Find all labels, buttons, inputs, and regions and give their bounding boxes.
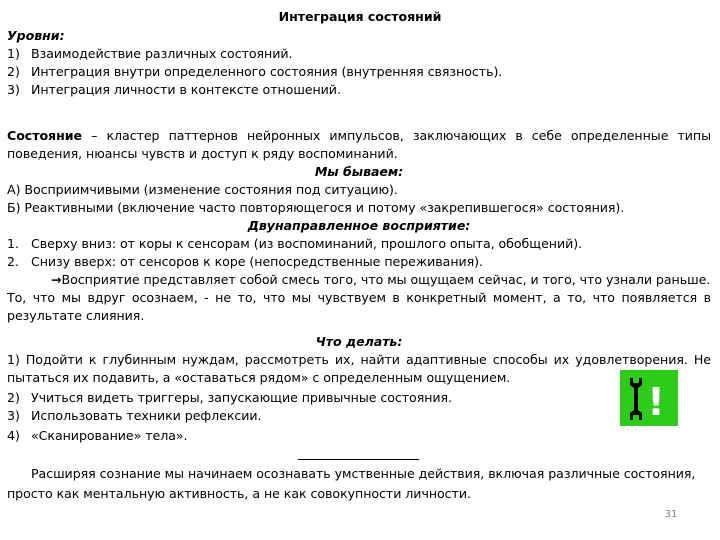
definition-term: Состояние — [7, 128, 83, 143]
exclamation-mark: ! — [647, 380, 665, 424]
perception-item-text: Снизу вверх: от сенсоров к коре (непосредственные переживания). — [31, 254, 483, 269]
levels-item-1 — [7, 45, 711, 63]
definition-line-2: поведения, нюансы чувств и доступ к ряду воспоминаний. — [7, 146, 398, 161]
arrow-right-icon: → — [51, 272, 62, 287]
todo-item-2 — [7, 389, 711, 407]
we-are-item-b: Б) Реактивными (включение часто повторяющегося и потому «закрепившегося» состояния). — [7, 200, 625, 215]
levels-item-2 — [7, 63, 711, 81]
perception-arrow-text: Восприятие представляет собой смесь того, что мы ощущаем сейчас, и того, что узнали раньше. — [61, 272, 711, 287]
todo-item-text: Использовать техники рефлексии. — [31, 408, 262, 423]
perception-item-text: Сверху вниз: от коры к сенсорам (из воспоминаний, прошлого опыта, обобщений). — [31, 236, 583, 251]
levels-heading: Уровни: — [7, 28, 65, 43]
definition-line-1 — [7, 127, 711, 145]
we-are-heading: Мы бываем: — [314, 164, 404, 179]
we-are-item-a: А) Восприимчивыми (изменение состояния под ситуацию). — [7, 182, 398, 197]
levels-item-3 — [7, 81, 711, 99]
levels-item-text: Взаимодействие различных состояний. — [31, 46, 293, 61]
definition-text: – кластер паттернов нейронных импульсов, заключающих в себе определенные типы — [82, 128, 711, 143]
todo-item-number: 3) — [7, 408, 20, 423]
todo-item-text: «Сканирование» тела». — [31, 428, 188, 443]
levels-item-text: Интеграция личности в контексте отношений. — [31, 82, 341, 97]
perception-line-b: То, что мы вдруг осознаем, - не то, что мы чувствуем в конкретный момент, а то, что появляется в — [7, 290, 711, 305]
wrench-icon — [620, 370, 678, 426]
perception-heading: Двунаправленное восприятие: — [247, 218, 471, 233]
separator-line — [298, 459, 419, 460]
todo-heading: Что делать: — [315, 334, 403, 349]
slide-title: Интеграция состояний — [278, 9, 442, 24]
todo-item-3 — [7, 407, 711, 425]
levels-item-text: Интеграция внутри определенного состояния (внутренняя связность). — [31, 64, 503, 79]
todo-item-1-line-2: пытаться их подавить, а «оставаться рядом» с определенным ощущением. — [7, 370, 511, 385]
page-number: 31 — [664, 509, 678, 520]
levels-item-number: 3) — [7, 82, 20, 97]
wrench-exclamation-icon — [620, 370, 678, 426]
todo-item-4 — [7, 427, 711, 445]
closing-line-2: просто как ментальную активность, а не как совокупности личности. — [7, 486, 471, 501]
levels-item-number: 2) — [7, 64, 20, 79]
closing-line-1: Расширяя сознание мы начинаем осознавать умственные действия, включая различные состояния, — [31, 466, 696, 481]
perception-item-1 — [7, 235, 711, 253]
todo-item-text: Учиться видеть триггеры, запускающие привычные состояния. — [31, 390, 453, 405]
perception-line-c: результате слияния. — [7, 308, 145, 323]
levels-item-number: 1) — [7, 46, 20, 61]
todo-item-number: 2) — [7, 390, 20, 405]
perception-item-number: 2. — [7, 254, 19, 269]
todo-item-number: 4) — [7, 428, 20, 443]
todo-item-1-line-1: 1) Подойти к глубинным нуждам, рассмотреть их, найти адаптивные способы их удовлетворения. Не — [7, 352, 711, 367]
perception-arrow-line — [51, 271, 711, 289]
perception-item-number: 1. — [7, 236, 19, 251]
perception-item-2 — [7, 253, 711, 271]
